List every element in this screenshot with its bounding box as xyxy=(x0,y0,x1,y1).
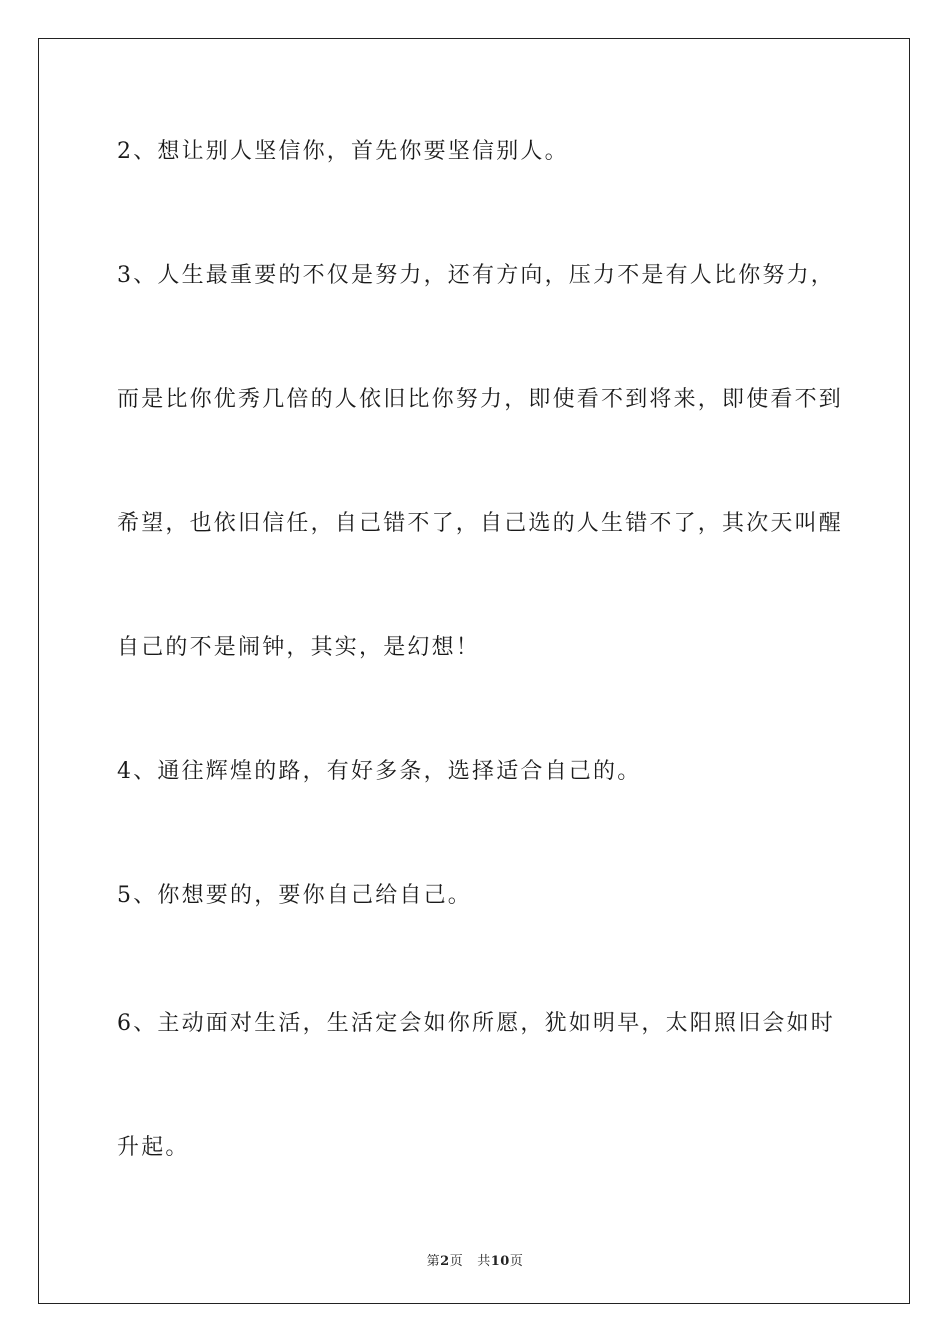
total-label-suffix: 页 xyxy=(509,1254,524,1269)
text-line-3: 而是比你优秀几倍的人依旧比你努力，即使看不到将来，即使看不到 xyxy=(117,387,844,412)
text-line-1: 2、想让别人坚信你，首先你要坚信别人。 xyxy=(117,139,569,164)
total-pages: 10 xyxy=(490,1254,510,1269)
text-line-8: 6、主动面对生活，生活定会如你所愿，犹如明早，太阳照旧会如时 xyxy=(117,1011,835,1036)
text-line-6: 4、通往辉煌的路，有好多条，选择适合自己的。 xyxy=(117,759,642,784)
page-label-suffix: 页 xyxy=(449,1254,464,1269)
text-line-9: 升起。 xyxy=(117,1135,190,1160)
page-label-prefix: 第 xyxy=(426,1254,441,1269)
text-line-7: 5、你想要的，要你自己给自己。 xyxy=(117,883,472,908)
text-line-5: 自己的不是闹钟，其实，是幻想！ xyxy=(117,635,481,660)
total-label-prefix: 共 xyxy=(477,1254,491,1269)
text-line-2: 3、人生最重要的不仅是努力，还有方向，压力不是有人比你努力， xyxy=(117,263,835,288)
page-number: 2 xyxy=(440,1254,450,1269)
page-footer xyxy=(0,1250,950,1269)
text-line-4: 希望，也依旧信任，自己错不了，自己选的人生错不了，其次天叫醒 xyxy=(117,511,844,536)
page-border xyxy=(38,38,910,1304)
